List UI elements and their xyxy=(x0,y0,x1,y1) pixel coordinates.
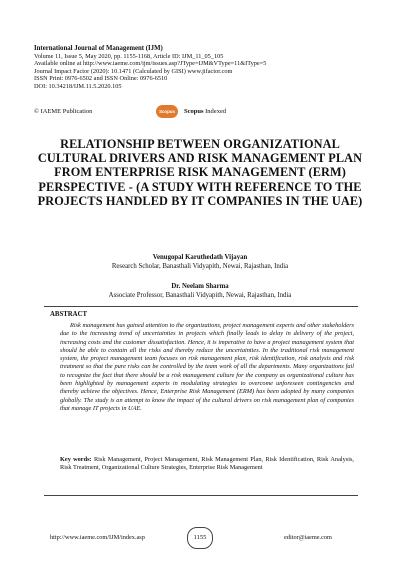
abstract-text: Risk management has gained attention to the organizations, project management experts and other stakeholders due to the increasing trend of uncertainties in projects which finally leads to delay in delivery of the project, increasing costs and the customer dissatisfaction. Hence, it is imperative to have a project management system that should be able to contain all the risks and thereby reduce the uncertainties. In the traditional risk management system, the project management team focuses on risk management plan, risk identification, risk analysis and risk treatment so that the pure risks can be controlled by the team work of all the departments. Many organizations fail to recognize the fact that there should be a risk management culture for the company as organizational culture has been highlighted by management experts in modulating strategies to overcome unforeseen contingencies and thereby achieve the objectives. Hence, Enterprise Risk Management (ERM) has been adopted by many companies globally. The study is an attempt to know the impact of the cultural drivers on risk management plan of companies that manage IT projects in UAE. xyxy=(60,322,354,412)
journal-name: International Journal of Management (IJM) xyxy=(34,45,163,52)
keywords-paragraph xyxy=(60,456,354,473)
keywords-label: Key words: xyxy=(60,456,92,463)
author-affiliation: Research Scholar, Banasthali Vidyapith, Newai, Rajasthan, India xyxy=(111,262,289,270)
copyright-notice: © IAEME Publication xyxy=(34,108,93,115)
journal-availability-line[interactable]: Available online at http://www.iaeme.com/ijm/issues.asp?JType=IJM&VType=11&IType=5 xyxy=(34,60,267,68)
abstract-top-divider xyxy=(44,306,358,307)
journal-impact-line: Journal Impact Factor (2020): 10.1471 (Calculated by GISI) www.jifactor.com xyxy=(34,67,233,75)
page-number: 1155 xyxy=(187,527,213,549)
publisher-logos xyxy=(34,105,374,123)
author-block-2 xyxy=(30,283,370,300)
author-affiliation: Associate Professor, Banasthali Vidyapith, Newai, Rajasthan, India xyxy=(108,291,292,299)
journal-info xyxy=(34,45,374,91)
author-block-1 xyxy=(30,254,370,271)
abstract-bottom-divider xyxy=(44,495,358,496)
paper-title: RELATIONSHIP BETWEEN ORGANIZATIONAL CULTURAL DRIVERS AND RISK MANAGEMENT PLAN FROM ENTERPRISE RISK MANAGEMENT (ERM) PERSPECTIVE - (A STUDY WITH REFERENCE TO THE PROJECTS HANDLED BY IT COMPANIES IN THE UAE) xyxy=(37,137,363,208)
scopus-indexed-label xyxy=(184,108,226,115)
page-footer xyxy=(0,527,400,549)
footer-url-link[interactable]: http://www.iaeme.com/IJM/index.asp xyxy=(50,534,145,541)
journal-issn-line: ISSN Print: 0976-6502 and ISSN Online: 0976-6510 xyxy=(34,75,168,83)
journal-volume-line: Volume 11, Issue 5, May 2020, pp. 1155-1168, Article ID: IJM_11_05_105 xyxy=(34,52,224,60)
footer-email-link[interactable]: editor@iaeme.com xyxy=(284,534,332,541)
scopus-label-rest: Indexed xyxy=(205,108,227,115)
keywords-text: Risk Management, Project Management, Risk Management Plan, Risk Identification, Risk Analysis, Risk Treatment, Organizational Culture Strategies, Enterprise Risk Management xyxy=(60,456,354,472)
abstract-heading: ABSTRACT xyxy=(50,311,88,318)
author-name: Venugopal Karuthedath Vijayan xyxy=(152,254,248,261)
journal-doi-line: DOI: 10.34218/IJM.11.5.2020.105 xyxy=(34,82,122,90)
scopus-label-bold: Scopus xyxy=(184,108,204,115)
author-name: Dr. Neelam Sharma xyxy=(171,283,229,290)
scopus-logo-icon: Scopus xyxy=(156,105,178,118)
